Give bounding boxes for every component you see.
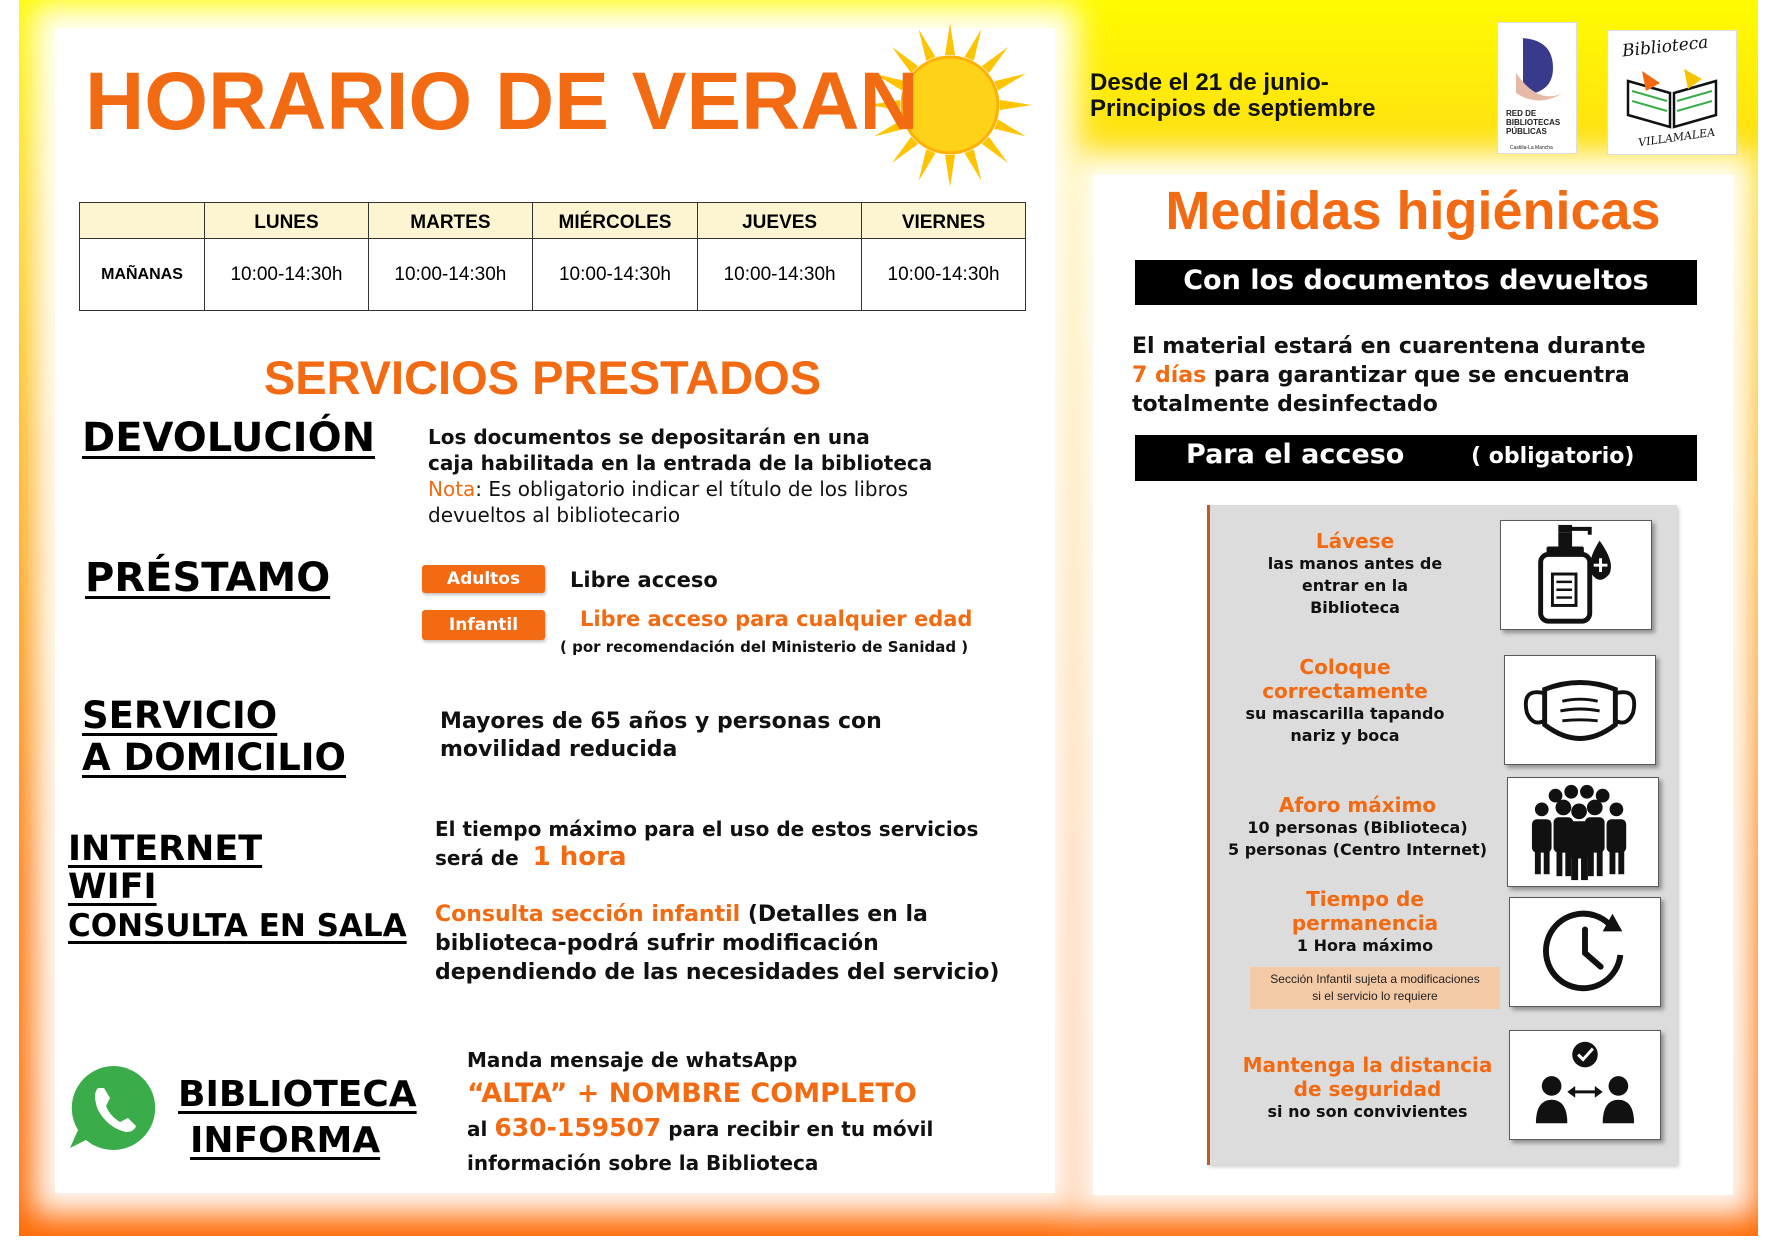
devolucion-text: Los documentos se depositarán en una caja habilitada en la entrada de la biblioteca Nota: Es obligatorio indicar el título de los libros devueltos al bibliotecario: [428, 425, 933, 527]
day-header: LUNES: [205, 203, 369, 239]
measure-capacity-box: [1507, 777, 1659, 887]
page-edge: [0, 0, 19, 1240]
day-header: VIERNES: [862, 203, 1026, 239]
red-bibliotecas-logo: RED DE BIBLIOTECAS PÚBLICAS Castilla-La Mancha: [1497, 22, 1577, 154]
day-header: MARTES: [368, 203, 532, 239]
table-row: [80, 239, 1026, 311]
services-title: SERVICIOS PRESTADOS: [263, 351, 822, 404]
season-dates: [1090, 70, 1375, 122]
open-book-icon: [1622, 61, 1722, 133]
hand-sanitizer-icon: [1501, 521, 1651, 629]
day-header: JUEVES: [698, 203, 862, 239]
measure-distance-text: Mantenga la distancia de seguridad si no son convivientes: [1242, 1053, 1493, 1121]
consulta-text: Consulta sección infantil (Detalles en la biblioteca-podrá sufrir modificación dependiendo de las necesidades del servicio): [435, 902, 1000, 985]
prestamo-heading: PRÉSTAMO: [85, 555, 331, 601]
red-logo-mark: [1508, 33, 1568, 108]
domicilio-text: Mayores de 65 años y personas con movilidad reducida: [440, 709, 882, 762]
one-hour-highlight: 1 hora: [532, 842, 627, 872]
hours-cell: 10:00-14:30h: [862, 239, 1026, 311]
access-measures-box: [1207, 505, 1677, 1165]
face-mask-icon: [1505, 656, 1655, 764]
measure-time-box: [1509, 897, 1661, 1007]
consulta-heading: CONSULTA EN SALA: [68, 908, 407, 944]
phone-number: 630-159507: [494, 1113, 662, 1142]
clock-icon: [1510, 898, 1660, 1006]
informa-text: Manda mensaje de whatsApp “ALTA” + NOMBRE COMPLETO al 630-159507 para recibir en tu móvil información sobre la Biblioteca: [467, 1048, 934, 1175]
adultos-badge: Adultos: [422, 565, 545, 593]
infantil-note: ( por recomendación del Ministerio de Sanidad ): [560, 638, 969, 656]
infantil-text: Libre acceso para cualquier edad: [580, 607, 973, 631]
measure-time-text: Tiempo de permanencia 1 Hora máximo: [1291, 887, 1439, 955]
hours-cell: 10:00-14:30h: [205, 239, 369, 311]
quarantine-text: El material estará en cuarentena durante 7 días para garantizar que se encuentra totalmente desinfectado: [1132, 334, 1646, 417]
table-header-row: [80, 203, 1026, 239]
infantil-time-note: Sección Infantil sujeta a modificaciones si el servicio lo requiere: [1250, 967, 1500, 1009]
informa-heading: BIBLIOTECA INFORMA: [178, 1074, 417, 1161]
measure-handwash-text: Lávese las manos antes de entrar en la Biblioteca: [1267, 529, 1443, 617]
medidas-title: Medidas higiénicas: [1165, 181, 1661, 241]
date-end: Principios de septiembre: [1090, 95, 1376, 122]
date-start: Desde el 21 de junio-: [1090, 69, 1329, 96]
seven-days-highlight: 7 días: [1132, 363, 1207, 388]
measure-capacity-text: Aforo máximo 10 personas (Biblioteca) 5 personas (Centro Internet): [1227, 793, 1488, 859]
group-people-icon: [1508, 778, 1658, 886]
page-edge: [0, 1236, 1777, 1240]
hours-cell: 10:00-14:30h: [698, 239, 862, 311]
infantil-badge: Infantil: [422, 610, 545, 640]
page-edge: [1758, 0, 1777, 1240]
day-header: MIÉRCOLES: [532, 203, 697, 239]
hours-cell: 10:00-14:30h: [368, 239, 532, 311]
table-corner-cell: [80, 203, 205, 239]
measure-handwash-box: [1500, 520, 1652, 630]
acceso-bar: Para el acceso ( obligatorio): [1135, 435, 1697, 481]
domicilio-heading: SERVICIO A DOMICILIO: [82, 694, 346, 779]
schedule-table: [79, 202, 1026, 311]
adultos-text: Libre acceso: [570, 568, 718, 592]
internet-heading: INTERNET WIFI: [68, 829, 263, 907]
measure-mask-text: Coloque correctamente su mascarilla tapando nariz y boca: [1245, 655, 1445, 745]
devolucion-heading: DEVOLUCIÓN: [82, 415, 376, 461]
measure-mask-box: [1504, 655, 1656, 765]
whatsapp-icon: [64, 1062, 166, 1152]
row-label: MAÑANAS: [80, 239, 205, 311]
page-title: HORARIO DE VERAN: [85, 56, 919, 147]
documentos-bar: Con los documentos devueltos: [1135, 260, 1697, 305]
biblioteca-villamalea-logo: Biblioteca VILLAMALEA: [1607, 30, 1737, 155]
measure-distance-box: [1509, 1030, 1661, 1140]
nota-label: Nota: [428, 477, 476, 501]
internet-text: El tiempo máximo para el uso de estos servicios será de 1 hora: [435, 817, 979, 872]
social-distance-icon: [1510, 1031, 1660, 1139]
hours-cell: 10:00-14:30h: [532, 239, 697, 311]
